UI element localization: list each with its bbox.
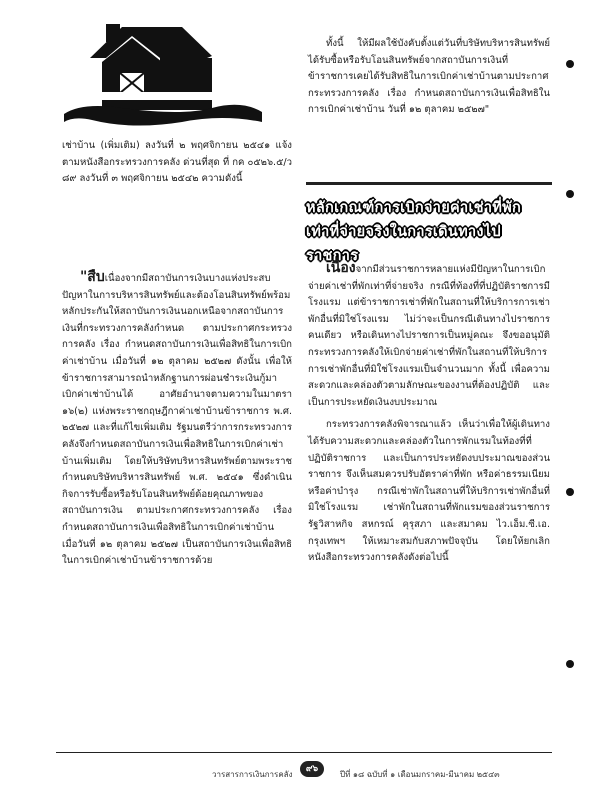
left-quote-paragraph [62, 269, 292, 570]
footer-rule [56, 752, 552, 753]
section-title-line-1: หลักเกณฑ์การเบิกจ่ายค่าเช่าที่พัก [306, 200, 522, 216]
right-body-paragraph-2: กระทรวงการคลังพิจารณาแล้ว เห็นว่าเพื่อให้ผู้เดินทางได้รับความสะดวกและคล่องตัวในการพักแรมในท้องที่ที่ปฏิบัติราชการ และเป็นการประหยัดงบประมาณของส่วนราชการ จึงเห็นสมควรปรับอัตราค่าที่พัก หรือค่าธรรมเนียมหรือค่าบำรุง กรณีเช่าพักในสถานที่ให้บริการเช่าพักอื่นที่มิใช่โรงแรม เช่าพักในสถานที่พักแรมของส่วนราชการ รัฐวิสาหกิจ สหกรณ์ คุรุสภา และสมาคม ไว.เอ็ม.ซี.เอ. กรุงเทพฯ ให้เหมาะสมกับสภาพปัจจุบัน โดยให้ยกเลิกหนังสือกระทรวงการคลังดังต่อไปนี้ [308, 419, 550, 564]
footer-journal-name: วารสารการเงินการคลัง [212, 770, 293, 779]
section-heading [306, 196, 552, 268]
left-quote-text: เนื่องจากมีสถาบันการเงินบางแห่งประสบปัญหาในการบริหารสินทรัพย์และต้องโอนสินทรัพย์พร้อมหลักประกันให้สถาบันการเงินนอกเหนือจากสถาบันการเงินที่กระทรวงการคลังกำหนด ตามประกาศกระทรวงการคลัง เรื่อง กำหนดสถาบันการเงินเพื่อสิทธิในการเบิกค่าเช่าบ้าน เมื่อวันที่ ๑๒ ตุลาคม ๒๕๒๗ ดังนั้น เพื่อให้ข้าราชการสามารถนำหลักฐานการผ่อนชำระเงินกู้มาเบิกค่าเช่าบ้านได้ อาศัยอำนาจตามความในมาตรา ๑๖(๒) แห่งพระราชกฤษฎีกาค่าเช่าบ้านข้าราชการ พ.ศ. ๒๕๒๗ และที่แก้ไขเพิ่มเติม รัฐมนตรีว่าการกระทรวงการคลังจึงกำหนดสถาบันการเงินเพื่อสิทธิในการเบิกค่าเช่าบ้านเพิ่มเติม โดยให้บริษัทบริหารสินทรัพย์ตามพระราชกำหนดบริษัทบริหารสินทรัพย์ พ.ศ. ๒๕๔๑ ซึ่งดำเนินกิจการรับซื้อหรือรับโอนสินทรัพย์ด้อยคุณภาพของสถาบันการเงิน ตามประกาศกระทรวงการคลัง เรื่อง กำหนดสถาบันการเงินเพื่อสิทธิในการเบิกค่าเช่าบ้าน เมื่อวันที่ ๑๒ ตุลาคม ๒๕๒๗ เป็นสถาบันการเงินเพื่อสิทธิในการเบิกค่าเช่าบ้านข้าราชการด้วย [62, 273, 292, 567]
house-illustration [62, 22, 267, 130]
left-dropcap: "สืบ [80, 269, 105, 285]
page-number: ๙๖ [300, 761, 324, 777]
right-dropcap: เนื่อง [326, 260, 356, 276]
right-intro-paragraph [308, 36, 550, 119]
left-intro-paragraph [62, 138, 292, 188]
right-body-paragraph-1: จากมีส่วนราชการหลายแห่งมีปัญหาในการเบิกจ่ายค่าเช่าที่พักเท่าที่จ่ายจริง กรณีที่ท้องที่ที่ปฏิบัติราชการมีโรงแรม แต่ข้าราชการเช่าที่พักในสถานที่ให้บริการการเช่าพักอื่นที่มิใช่โรงแรม ไม่ว่าจะเป็นกรณีเดินทางไปราชการคนเดียว หรือเดินทางไปราชการเป็นหมู่คณะ จึงขออนุมัติกระทรวงการคลังให้เบิกจ่ายค่าเช่าที่พักในสถานที่ให้บริการการเช่าพักอื่นที่มิใช่โรงแรมเป็นจำนวนมาก ทั้งนี้ เพื่อความสะดวกและคล่องตัวตามลักษณะของงานที่ต้องปฏิบัติ และเป็นการประหยัดเงินงบประมาณ [308, 264, 550, 408]
footer-issue-info: ปีที่ ๑๘ ฉบับที่ ๑ เดือนมกราคม-มีนาคม ๒๕๔๓ [340, 770, 500, 779]
bullet-dot [566, 190, 574, 198]
bullet-dot [566, 488, 574, 496]
section-title-line-2: เท่าที่จ่ายจริงในการเดินทางไปราชการ [306, 224, 501, 264]
right-body-paragraphs [308, 260, 550, 567]
bullet-dot [566, 660, 574, 668]
left-intro-text: เช่าบ้าน (เพิ่มเติม) ลงวันที่ ๒ พฤศจิกายน ๒๕๔๑ แจ้งตามหนังสือกระทรวงการคลัง ด่วนที่สุด ที่ กค ๐๕๒๖.๕/ว ๘๙ ลงวันที่ ๓ พฤศจิกายน ๒๕๔๒ ความดังนี้ [62, 140, 292, 185]
right-intro-text: ทั้งนี้ ให้มีผลใช้บังคับตั้งแต่วันที่บริษัทบริหารสินทรัพย์ได้รับซื้อหรือรับโอนสินทรัพย์จากสถาบันการเงินที่ข้าราชการเคยได้รับสิทธิในการเบิกค่าเช่าบ้านตามประกาศกระทรวงการคลัง เรื่อง กำหนดสถาบันการเงินเพื่อสิทธิในการเบิกค่าเช่าบ้าน วันที่ ๑๒ ตุลาคม ๒๕๒๗" [308, 38, 550, 116]
section-divider [306, 182, 552, 185]
bullet-dot [566, 60, 574, 68]
